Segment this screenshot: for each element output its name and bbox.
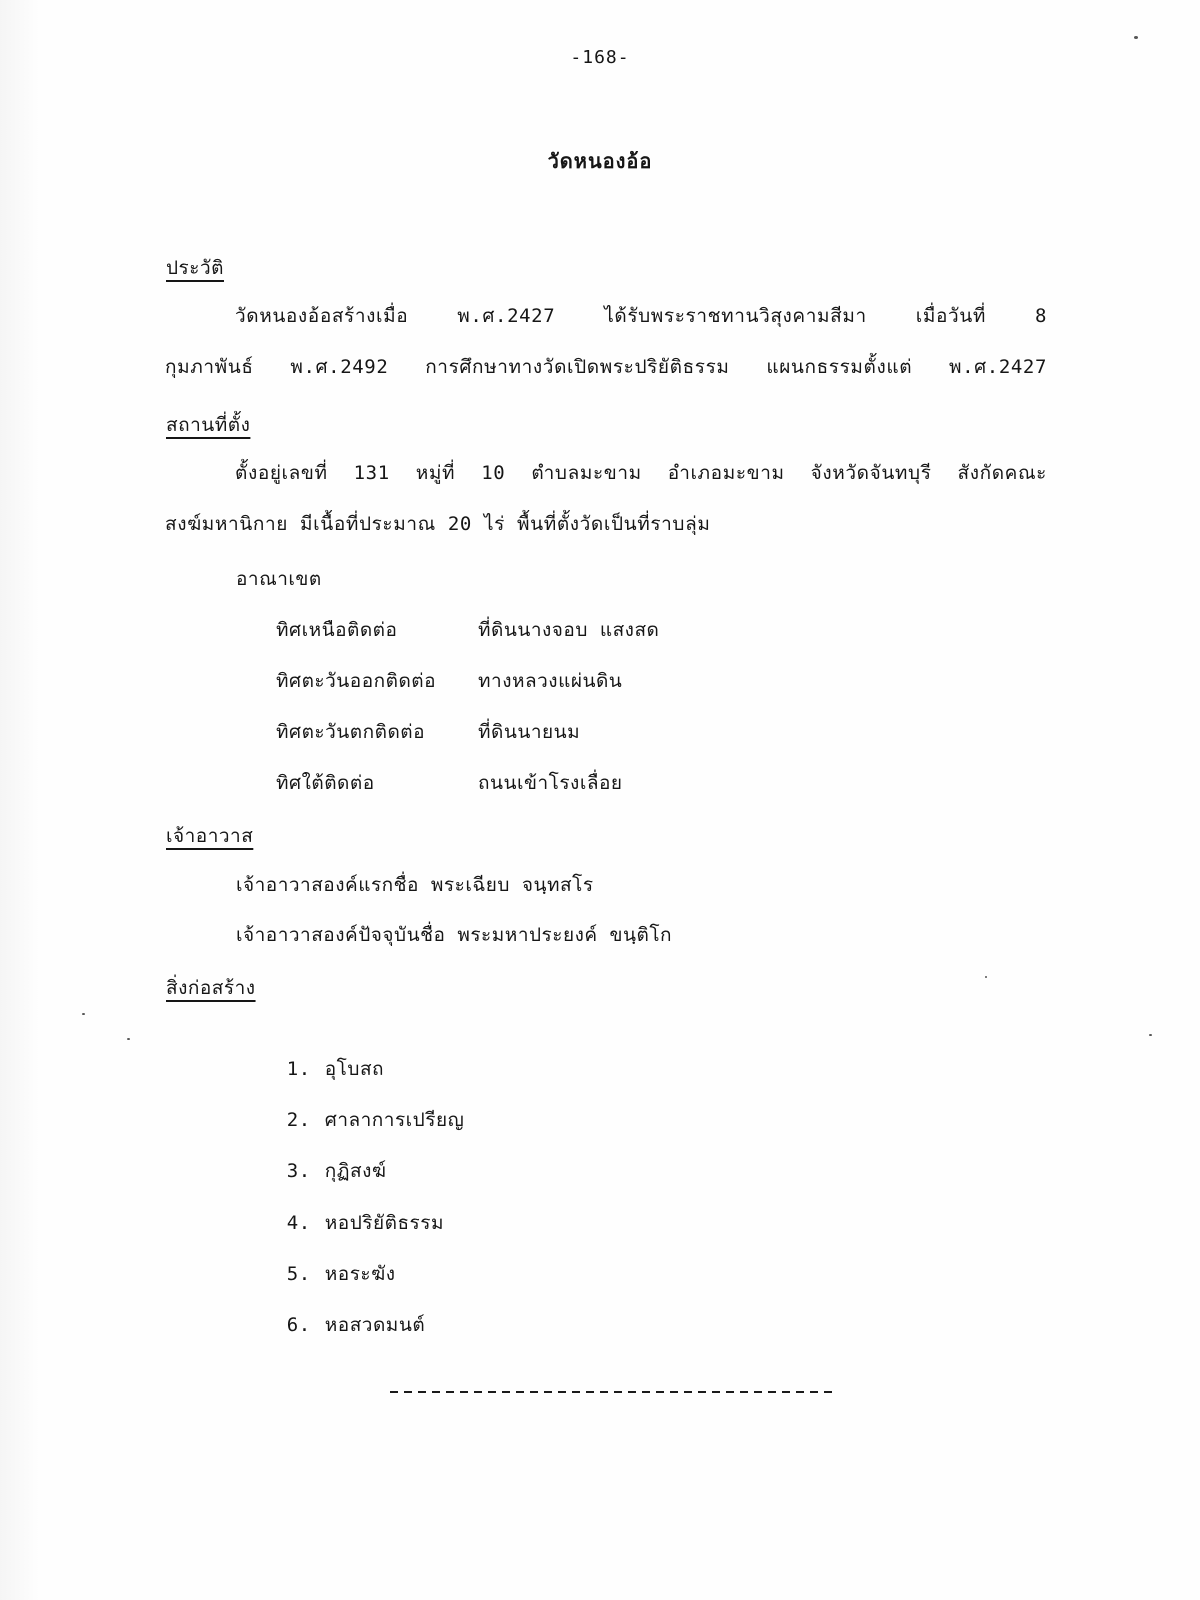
boundary-west-label: ทิศตะวันตกติดต่อ bbox=[276, 721, 426, 743]
list-item-number: 4. bbox=[286, 1212, 311, 1234]
page-number: -168- bbox=[570, 47, 630, 68]
list-item-number: 3. bbox=[286, 1160, 311, 1182]
boundary-west-value: ที่ดินนายนม bbox=[478, 721, 581, 743]
list-item-label: กุฏิสงฆ์ bbox=[324, 1160, 387, 1182]
abbot-current: เจ้าอาวาสองค์ปัจจุบันชื่อ พระมหาประยงค์ ขนฺติโก bbox=[236, 924, 673, 946]
scan-speck bbox=[1134, 36, 1138, 39]
list-item-label: อุโบสถ bbox=[324, 1058, 385, 1080]
boundary-label: อาณาเขต bbox=[236, 568, 322, 590]
history-heading: ประวัติ bbox=[166, 257, 224, 279]
end-divider bbox=[390, 1391, 838, 1393]
list-item-label: ศาลาการเปรียญ bbox=[324, 1109, 465, 1131]
scan-speck bbox=[1149, 1034, 1152, 1036]
list-item-label: หอระฆัง bbox=[324, 1263, 396, 1285]
boundary-south-label: ทิศใต้ติดต่อ bbox=[276, 772, 375, 794]
scan-speck bbox=[985, 976, 987, 978]
location-line-2: สงฆ์มหานิกาย มีเนื้อที่ประมาณ 20 ไร่ พื้นที่ตั้งวัดเป็นที่ราบลุ่ม bbox=[165, 513, 711, 535]
location-heading: สถานที่ตั้ง bbox=[166, 414, 251, 436]
boundary-north-label: ทิศเหนือติดต่อ bbox=[276, 619, 398, 641]
list-item-number: 5. bbox=[286, 1263, 311, 1285]
boundary-east-value: ทางหลวงแผ่นดิน bbox=[478, 670, 623, 692]
location-paragraph bbox=[165, 460, 1047, 562]
history-paragraph bbox=[165, 303, 1047, 405]
scan-speck bbox=[82, 1013, 85, 1015]
list-item-number: 1. bbox=[286, 1058, 311, 1080]
list-item-number: 6. bbox=[286, 1314, 311, 1336]
boundary-east-label: ทิศตะวันออกติดต่อ bbox=[276, 670, 437, 692]
page-title: วัดหนองอ้อ bbox=[547, 149, 653, 173]
buildings-heading: สิ่งก่อสร้าง bbox=[166, 977, 256, 999]
abbot-first: เจ้าอาวาสองค์แรกชื่อ พระเฉียบ จนฺทสโร bbox=[236, 874, 594, 896]
history-line-2: กุมภาพันธ์ พ.ศ.2492 การศึกษาทางวัดเปิดพระปริยัติธรรม แผนกธรรมตั้งแต่ พ.ศ.2427 bbox=[165, 356, 1047, 378]
list-item-number: 2. bbox=[286, 1109, 311, 1131]
abbot-heading: เจ้าอาวาส bbox=[166, 825, 254, 847]
boundary-north-value: ที่ดินนางจอบ แสงสด bbox=[478, 619, 660, 641]
list-item-label: หอสวดมนต์ bbox=[324, 1314, 426, 1336]
history-line-1: วัดหนองอ้อสร้างเมื่อ พ.ศ.2427 ได้รับพระราชทานวิสุงคามสีมา เมื่อวันที่ 8 bbox=[235, 305, 1047, 327]
boundary-south-value: ถนนเข้าโรงเลื่อย bbox=[478, 772, 623, 794]
scan-speck bbox=[127, 1038, 130, 1040]
location-line-1: ตั้งอยู่เลขที่ 131 หมู่ที่ 10 ตำบลมะขาม อำเภอมะขาม จังหวัดจันทบุรี สังกัดคณะ bbox=[235, 462, 1047, 484]
list-item-label: หอปริยัติธรรม bbox=[324, 1212, 444, 1234]
list-item bbox=[239, 1286, 425, 1364]
